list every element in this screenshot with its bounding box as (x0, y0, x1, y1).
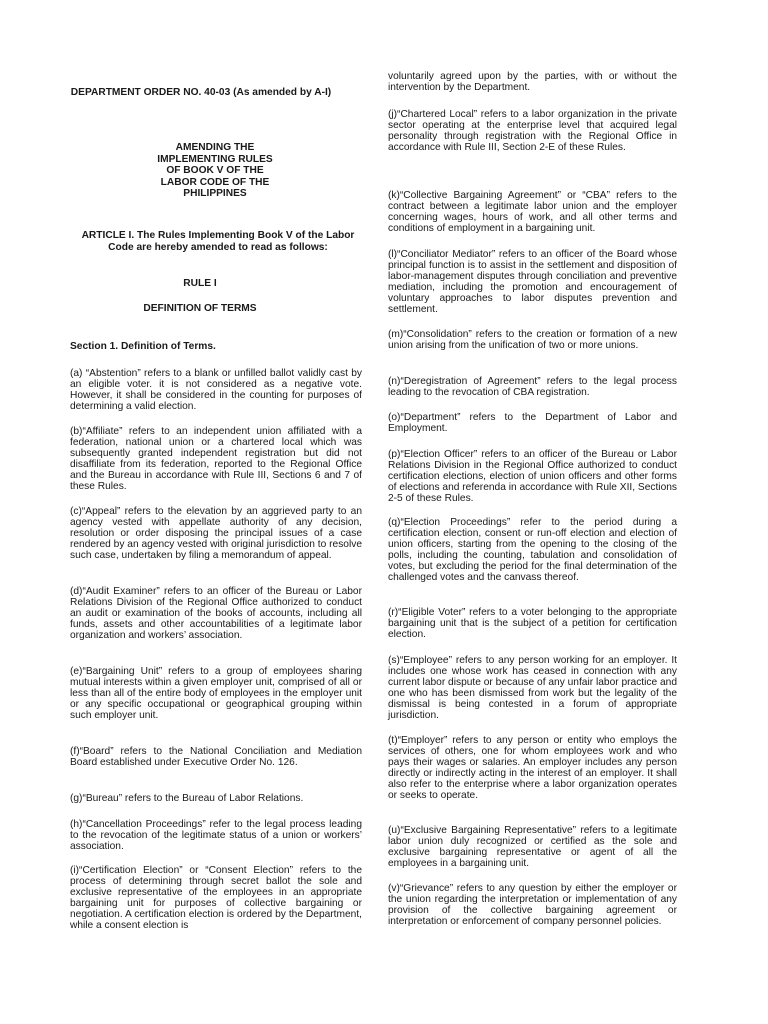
definition-department: (o)“Department” refers to the Department of Labor and Employment. (388, 412, 677, 434)
definition-bureau: (g)“Bureau” refers to the Bureau of Labor Relations. (70, 793, 304, 804)
rule-heading: RULE I (183, 278, 217, 289)
definition-cancellation-proceedings: (h)“Cancellation Proceedings” refer to the legal process leading to the revocation of the legitimate status of a union or workers’ association. (70, 819, 362, 852)
definition-eligible-voter: (r)“Eligible Voter” refers to a voter belonging to the appropriate bargaining unit that is the subject of a petition for certification election. (388, 607, 677, 640)
definition-appeal: (c)“Appeal” refers to the elevation by an aggrieved party to an agency vested with appellate authority of any decision, resolution or order disposing the principal issues of a case rendered by an agency vested with original jurisdiction to resolve such case, undertaken by filing a memorandum of appeal. (70, 506, 362, 561)
definition-deregistration: (n)“Deregistration of Agreement” refers to the legal process leading to the revocation of CBA registration. (388, 376, 677, 398)
definition-employer: (t)“Employer” refers to any person or entity who employs the services of others, one for whom employees work and who pays their wages or salaries. An employer includes any person directly or indirectly acting in the interest of an employer. It shall also refer to the enterprise where a labor organization operates or seeks to operate. (388, 735, 677, 801)
definition-election-proceedings: (q)“Election Proceedings” refer to the period during a certification election, consent or run-off election and election of union officers, starting from the opening to the closing of the polls, including the counting, tabulation and consolidation of votes, but excluding the period for the final determination of the challenged votes and the canvass thereof. (388, 517, 677, 583)
section-heading: Section 1. Definition of Terms. (70, 341, 216, 352)
definition-continuation: voluntarily agreed upon by the parties, with or without the intervention by the Department. (388, 71, 677, 93)
definition-audit-examiner: (d)“Audit Examiner” refers to an officer of the Bureau or Labor Relations Division of the Regional Office authorized to conduct an audit or examination of the books of accounts, including all funds, assets and other accountabilities of a legitimate labor organization and workers’ association. (70, 586, 362, 641)
definition-cba: (k)“Collective Bargaining Agreement” or “CBA” refers to the contract between a legitimate labor union and the employer concerning wages, hours of work, and all other terms and conditions of employment in a bargaining unit. (388, 190, 677, 234)
definition-employee: (s)“Employee” refers to any person working for an employer. It includes one whose work has ceased in connection with any current labor dispute or because of any unfair labor practice and one who has been dismissed from work but the legality of the dismissal is being contested in a forum of appropriate jurisdiction. (388, 655, 677, 721)
definition-of-terms-heading: DEFINITION OF TERMS (143, 303, 257, 314)
definition-conciliator-mediator: (l)“Conciliator Mediator” refers to an officer of the Board whose principal function is to assist in the settlement and disposition of labor-management disputes through conciliation and preventive mediation, including the promotion and encouragement of voluntary approaches to labor disputes prevention and settlement. (388, 249, 677, 315)
amending-title: AMENDING THE IMPLEMENTING RULES OF BOOK V OF THE LABOR CODE OF THE PHILIPPINES (157, 142, 273, 200)
definition-bargaining-unit: (e)“Bargaining Unit” refers to a group of employees sharing mutual interests within a given employer unit, comprised of all or less than all of the entire body of employees in the employer unit or any specific occupational or geographical grouping within such employer unit. (70, 666, 362, 721)
definition-board: (f)“Board” refers to the National Conciliation and Mediation Board established under Executive Order No. 126. (70, 746, 362, 768)
definition-election-officer: (p)“Election Officer” refers to an officer of the Bureau or Labor Relations Division in the Regional Office authorized to conduct certification elections, election of union officers and other forms of elections and referenda in accordance with Rule XII, Sections 2-5 of these Rules. (388, 449, 677, 504)
definition-consolidation: (m)“Consolidation” refers to the creation or formation of a new union arising from the unification of two or more unions. (388, 329, 677, 351)
definition-chartered-local: (j)“Chartered Local” refers to a labor organization in the private sector operating at the enterprise level that acquired legal personality through registration with the Regional Office in accordance with Rule III, Section 2-E of these Rules. (388, 109, 677, 153)
article-heading: ARTICLE I. The Rules Implementing Book V of the Labor Code are hereby amended to read as follows: (81, 230, 355, 253)
definition-affiliate: (b)“Affiliate” refers to an independent union affiliated with a federation, national union or a chartered local which was subsequently granted independent registration but did not disaffiliate from its federation, reported to the Regional Office and the Bureau in accordance with Rule III, Sections 6 and 7 of these Rules. (70, 426, 362, 492)
definition-exclusive-bargaining-representative: (u)“Exclusive Bargaining Representative” refers to a legitimate labor union duly recognized or certified as the sole and exclusive bargaining representative or agent of all the employees in a bargaining unit. (388, 825, 677, 869)
definition-abstention: (a) “Abstention” refers to a blank or unfilled ballot validly cast by an eligible voter. it is not considered as a negative vote. However, it shall be considered in the counting for purposes of determining a valid election. (70, 368, 362, 412)
department-order-heading: DEPARTMENT ORDER NO. 40-03 (As amended by A-I) (70, 87, 332, 98)
definition-grievance: (v)“Grievance” refers to any question by either the employer or the union regarding the interpretation or implementation of any provision of the collective bargaining agreement or interpretation or enforcement of company personnel policies. (388, 883, 677, 927)
definition-certification-election: (i)“Certification Election” or “Consent Election” refers to the process of determining through secret ballot the sole and exclusive representative of the employees in an appropriate bargaining unit for purposes of collective bargaining or negotiation. A certification election is ordered by the Department, while a consent election is (70, 865, 362, 931)
